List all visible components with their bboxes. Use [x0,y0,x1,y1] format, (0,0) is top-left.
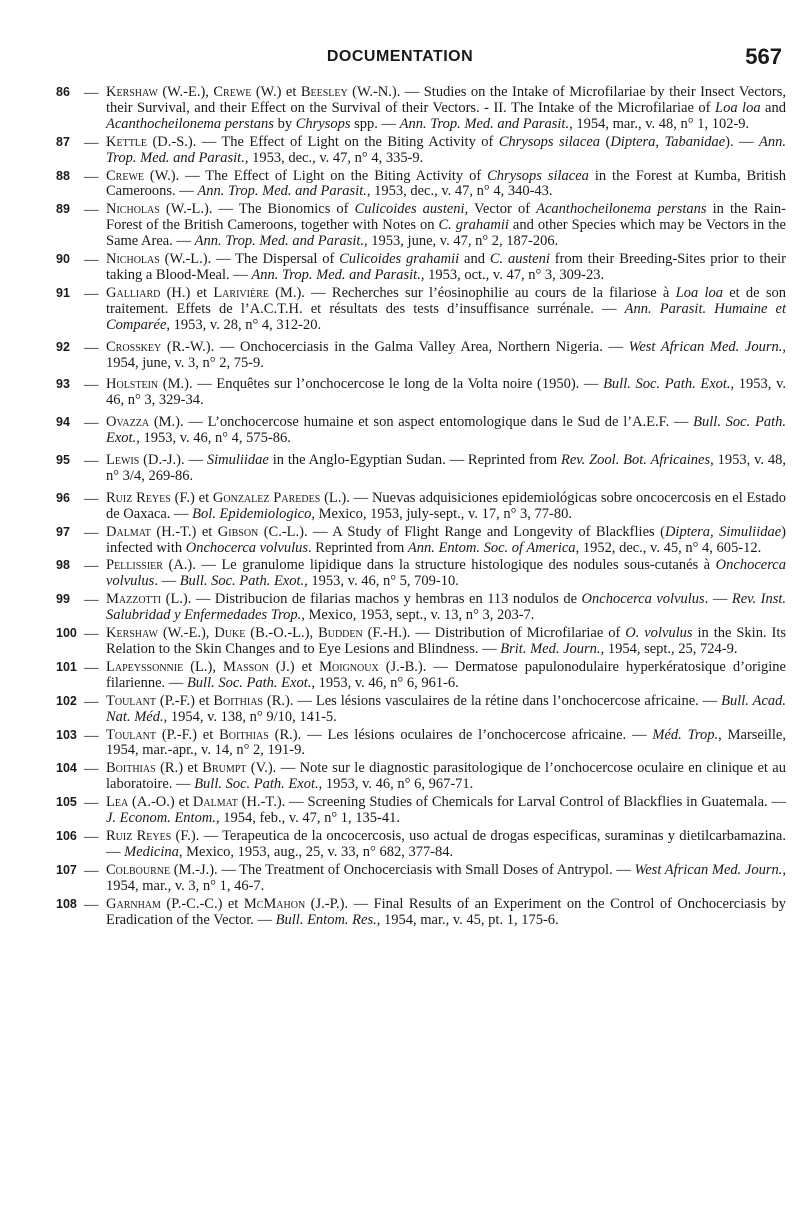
entry-number: 92 [56,339,70,354]
entry-text: Lea (A.-O.) et Dalmat (H.-T.). — Screening Studies of Chemicals for Larval Control of Blackflies in Guatemala. — J. Econom. Entom., 1954, feb., v. 47, n° 1, 135-41. [106,794,786,827]
entry-dash: — [84,415,99,432]
bibliography-entry [0,286,800,334]
entry-text: Galliard (H.) et Larivière (M.). — Recherches sur l’éosinophilie au cours de la filariose à Loa loa et de son traitement. Effets de l’A.C.T.H. et résultats des tests d’insuffisance surrénale. — Ann. Parasit. Humaine et Comparée, 1953, v. 28, n° 4, 312-20. [106,284,787,333]
bibliography-entry [0,415,800,447]
bibliography-entry [0,795,800,827]
entry-text: Pellissier (A.). — Le granulome lipidique dans la structure histologique des nodules sous-cutanés à Onchocerca volvulus. — Bull. Soc. Path. Exot., 1953, v. 46, n° 5, 709-10. [106,557,786,590]
entry-number: 102 [56,693,77,708]
entry-dash: — [84,524,99,541]
entry-dash: — [84,339,99,356]
entry-dash: — [84,168,99,185]
page-header [0,44,800,74]
entry-text: Lapeyssonnie (L.), Masson (J.) et Moignoux (J.-B.). — Dermatose papulonodulaire hyperkératosique d’origine filarienne. — Bull. Soc. Path. Exot., 1953, v. 46, n° 6, 961-6. [106,658,786,691]
entry-dash: — [84,202,99,219]
bibliography-entry [0,135,800,167]
entry-text: Ruiz Reyes (F.) et Gonzalez Paredes (L.). — Nuevas adquisiciones epidemiológicas sobre oncocercosis en el Estado de Oaxaca. — Bol. Epidemiologico, Mexico, 1953, july-sept., v. 17, n° 3, 77-80. [106,489,786,522]
entry-number: 105 [56,795,77,810]
entry-text: Kershaw (W.-E.), Crewe (W.) et Beesley (W.-N.). — Studies on the Intake of Microfilariae by their Insect Vectors, their Survival, and their Effect on the Survival of their Vectors. - II. The Intake of the Microfilariae of Loa loa and Acanthocheilonema perstans by Chrysops spp. — Ann. Trop. Med. and Parasit., 1954, mar., v. 48, n° 1, 102-9. [106,84,787,132]
bibliography-list [0,85,800,928]
bibliography-entry [0,626,800,658]
entry-dash: — [84,85,99,101]
bibliography-entry [0,377,800,409]
entry-dash: — [84,795,99,812]
bibliography-entry [0,761,800,793]
entry-number: 95 [56,453,70,468]
entry-number: 86 [56,85,70,99]
bibliography-entry [0,863,800,895]
bibliography-entry [0,660,800,692]
entry-text: Ovazza (M.). — L’onchocercose humaine et son aspect entomologique dans le Sud de l’A.E.F. — Bull. Soc. Path. Exot., 1953, v. 46, n° 4, 575-86. [106,414,786,447]
entry-number: 91 [56,285,70,300]
entry-number: 96 [56,490,70,505]
entry-text: Colbourne (M.-J.). — The Treatment of Onchocerciasis with Small Doses of Antrypol. — West African Med. Journ., 1954, mar., v. 3, n° 1, 46-7. [106,861,786,894]
entry-text: Crewe (W.). — The Effect of Light on the Biting Activity of Chrysops silacea in the Forest at Kumba, British Cameroons. — Ann. Trop. Med. and Parasit., 1953, dec., v. 47, n° 4, 340-43. [106,167,786,200]
bibliography-entry [0,728,800,760]
entry-text: Ruiz Reyes (F.). — Terapeutica de la oncocercosis, uso actual de drogas especificas, suraminas y dietilcarbamazina. — Medicina, Mexico, 1953, aug., 25, v. 33, n° 682, 377-84. [106,827,786,860]
entry-number: 108 [56,896,77,911]
entry-number: 87 [56,134,70,149]
entry-text: Toulant (P.-F.) et Boithias (R.). — Les lésions oculaires de l’onchocercose africaine. — Méd. Trop., Marseille, 1954, mar.-apr., v. 14, n° 2, 191-9. [106,726,786,759]
bibliography-entry [0,897,800,929]
entry-number: 90 [56,252,70,267]
bibliography-entry [0,829,800,861]
entry-dash: — [84,558,99,575]
bibliography-entry [0,252,800,284]
entry-text: Nicholas (W.-L.). — The Bionomics of Culicoides austeni, Vector of Acanthocheilonema perstans in the Rain-Forest of the British Cameroons, together with Notes on C. grahamii and other Species which may be Vectors in the Same Area. — Ann. Trop. Med. and Parasit., 1953, june, v. 47, n° 2, 187-206. [106,201,786,250]
bibliography-entry [0,491,800,523]
entry-dash: — [84,626,99,643]
entry-number: 99 [56,592,70,607]
page-number: 567 [745,44,782,69]
entry-number: 106 [56,828,77,843]
running-title: DOCUMENTATION [326,48,474,65]
entry-text: Dalmat (H.-T.) et Gibson (C.-L.). — A Study of Flight Range and Longevity of Blackflies (Diptera, Simuliidae) infected with Onchocerca volvulus. Reprinted from Ann. Entom. Soc. of America, 1952, dec., v. 45, n° 4, 605-12. [106,523,786,556]
entry-number: 104 [56,761,77,776]
entry-dash: — [84,285,99,302]
entry-number: 89 [56,202,70,217]
entry-text: Mazzotti (L.). — Distribucion de filarias machos y hembras en 113 nodulos de Onchocerca volvulus. — Rev. Inst. Salubridad y Enfermedades Trop., Mexico, 1953, sept., v. 13, n° 3, 203-7. [106,591,787,624]
entry-dash: — [84,693,99,710]
entry-dash: — [84,252,99,269]
entry-dash: — [84,727,99,744]
entry-text: Garnham (P.-C.-C.) et McMahon (J.-P.). — Final Results of an Experiment on the Control of Onchocerciasis by Eradication of the Vector. — Bull. Entom. Res., 1954, mar., v. 45, pt. 1, 175-6. [106,895,786,928]
entry-dash: — [84,134,99,151]
entry-text: Lewis (D.-J.). — Simuliidae in the Anglo-Egyptian Sudan. — Reprinted from Rev. Zool. Bot. Africaines, 1953, v. 48, n° 3/4, 269-86. [106,452,786,484]
entry-text: Nicholas (W.-L.). — The Dispersal of Culicoides grahamii and C. austeni from their Breeding-Sites prior to their taking a Blood-Meal. — Ann. Trop. Med. and Parasit., 1953, oct., v. 47, n° 3, 309-23. [106,251,787,283]
entry-dash: — [84,862,99,879]
entry-number: 98 [56,558,70,573]
entry-text: Holstein (M.). — Enquêtes sur l’onchocercose le long de la Volta noire (1950). — Bull. Soc. Path. Exot., 1953, v. 46, n° 3, 329-34. [106,376,787,409]
entry-text: Toulant (P.-F.) et Boithias (R.). — Les lésions vasculaires de la rétine dans l’onchocercose africaine. — Bull. Acad. Nat. Méd., 1954, v. 138, n° 9/10, 141-5. [106,692,786,725]
bibliography-entry [0,592,800,624]
entry-dash: — [84,377,99,394]
bibliography-entry [0,694,800,726]
entry-dash: — [84,490,99,507]
entry-number: 88 [56,168,70,183]
bibliography-entry [0,525,800,557]
bibliography-entry [0,453,800,485]
entry-number: 101 [56,659,77,674]
entry-dash: — [84,659,99,676]
entry-number: 103 [56,727,77,742]
entry-text: Crosskey (R.-W.). — Onchocerciasis in the Galma Valley Area, Northern Nigeria. — West African Med. Journ., 1954, june, v. 3, n° 2, 75-9. [106,338,787,371]
entry-text: Kettle (D.-S.). — The Effect of Light on the Biting Activity of Chrysops silacea (Diptera, Tabanidae). — Ann. Trop. Med. and Parasit., 1953, dec., v. 47, n° 4, 335-9. [106,133,786,166]
bibliography-entry [0,169,800,201]
bibliography-entry [0,85,800,133]
entry-number: 100 [56,626,77,641]
entry-number: 93 [56,377,70,392]
entry-dash: — [84,453,99,470]
bibliography-entry [0,340,800,372]
entry-number: 94 [56,415,70,430]
entry-text: Kershaw (W.-E.), Duke (B.-O.-L.), Budden (F.-H.). — Distribution of Microfilariae of O. volvulus in the Skin. Its Relation to the Skin Changes and to Eye Lesions and Blindness. — Brit. Med. Journ., 1954, sept., 25, 724-9. [106,625,787,657]
entry-text: Boithias (R.) et Brumpt (V.). — Note sur le diagnostic parasitologique de l’onchocercose oculaire en clinique et au laboratoire. — Bull. Soc. Path. Exot., 1953, v. 46, n° 6, 967-71. [106,760,786,793]
bibliography-entry [0,558,800,590]
entry-dash: — [84,896,99,913]
bibliography-entry [0,202,800,250]
entry-number: 107 [56,862,77,877]
entry-dash: — [84,592,99,609]
entry-dash: — [84,761,99,778]
entry-dash: — [84,828,99,845]
entry-number: 97 [56,524,70,539]
